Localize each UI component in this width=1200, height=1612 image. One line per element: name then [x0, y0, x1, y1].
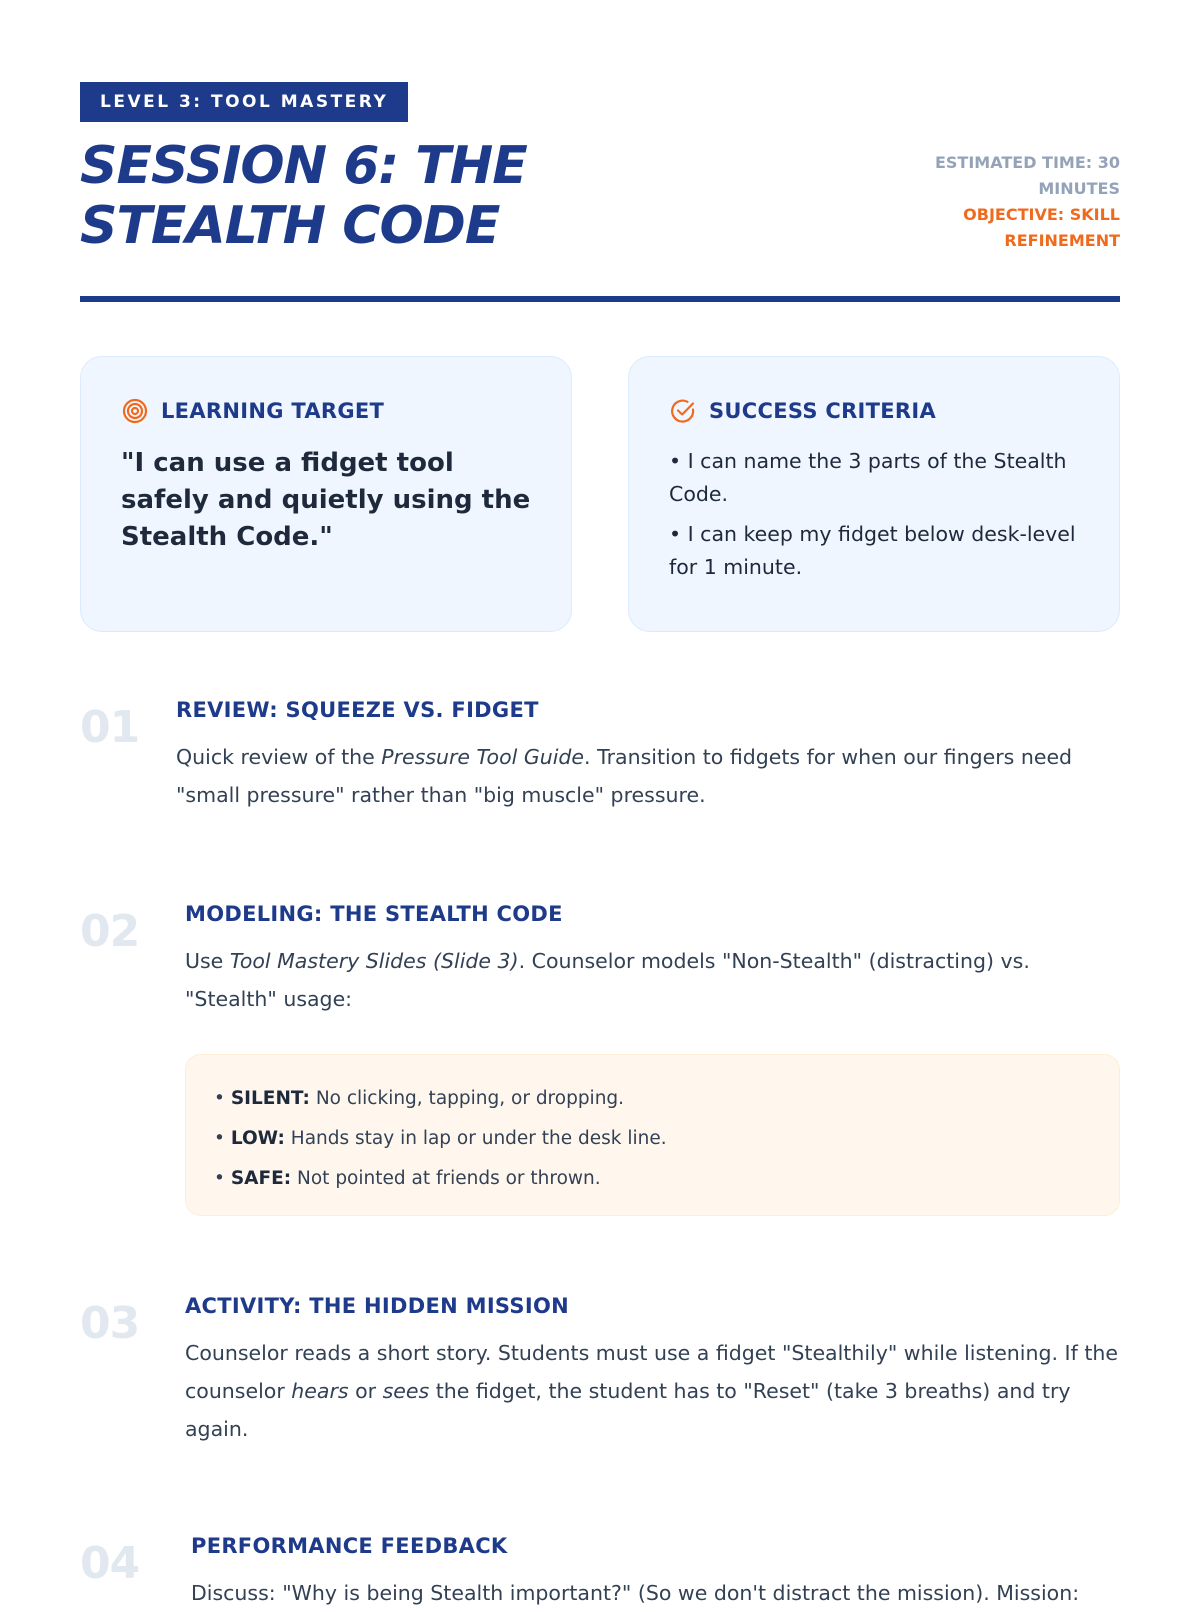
objective: OBJECTIVE: SKILL REFINEMENT — [963, 205, 1120, 250]
success-criteria-header — [669, 397, 1079, 425]
section-number: 03 — [80, 1298, 140, 1349]
check-circle-icon — [669, 397, 697, 425]
stealth-rule-safe: • SAFE: Not pointed at friends or thrown. — [214, 1168, 601, 1189]
section-title: ACTIVITY: THE HIDDEN MISSION — [185, 1294, 569, 1318]
section-text: Counselor reads a short story. Students must use a fidget "Stealthily" while listening. If the counselor hears or sees the fidget, the student has to "Reset" (take 3 breaths) and try again. — [185, 1341, 1118, 1441]
stealth-rules-list — [214, 1079, 1091, 1199]
lesson-page — [80, 0, 1120, 1605]
target-icon — [121, 397, 149, 425]
success-criteria-title: SUCCESS CRITERIA — [709, 399, 937, 423]
section-title: PERFORMANCE FEEDBACK — [191, 1534, 508, 1558]
page-title: SESSION 6: THE STEALTH CODE — [80, 136, 527, 256]
section-body — [185, 1294, 1120, 1448]
section-text: Quick review of the Pressure Tool Guide. Transition to fidgets for when our fingers need "small pressure" rather than "big muscle" pressure. — [176, 745, 1073, 807]
stealth-rule-silent: • SILENT: No clicking, tapping, or dropping. — [214, 1088, 625, 1109]
section-body — [185, 902, 1120, 1216]
session-meta — [880, 150, 1120, 254]
section-number: 04 — [80, 1538, 140, 1589]
success-criteria-list — [669, 445, 1079, 584]
section-title: REVIEW: SQUEEZE VS. FIDGET — [176, 698, 539, 722]
learning-target-card — [80, 356, 572, 632]
stealth-code-callout — [185, 1054, 1120, 1216]
section-number: 01 — [80, 702, 140, 753]
section-title: MODELING: THE STEALTH CODE — [185, 902, 563, 926]
section-activity — [80, 1294, 1120, 1464]
learning-target-header — [121, 397, 531, 425]
section-body — [191, 1534, 1120, 1612]
learning-target-title: LEARNING TARGET — [161, 399, 385, 423]
pressure-tool-guide-reference: Pressure Tool Guide — [381, 745, 585, 769]
section-modeling — [80, 902, 1120, 1222]
section-feedback — [80, 1534, 1120, 1605]
learning-target-quote: "I can use a fidget tool safely and quietly using the Stealth Code." — [121, 448, 531, 552]
section-review — [80, 698, 1120, 828]
criteria-item: • I can keep my fidget below desk-level for 1 minute. — [669, 522, 1076, 579]
slides-reference: Tool Mastery Slides (Slide 3) — [229, 949, 519, 973]
level-badge: LEVEL 3: TOOL MASTERY — [80, 82, 408, 122]
stealth-rule-low: • LOW: Hands stay in lap or under the desk line. — [214, 1128, 667, 1149]
success-criteria-card — [628, 356, 1120, 632]
header-divider — [80, 296, 1120, 302]
section-number: 02 — [80, 906, 140, 957]
section-text: Discuss: "Why is being Stealth important?" (So we don't distract the mission). Mission: — [191, 1581, 1080, 1605]
estimated-time: ESTIMATED TIME: 30 MINUTES — [934, 153, 1120, 198]
criteria-item: • I can name the 3 parts of the Stealth Code. — [669, 449, 1067, 506]
section-body — [176, 698, 1120, 814]
section-text: Use Tool Mastery Slides (Slide 3). Counselor models "Non-Stealth" (distracting) vs. "Stealth" usage: — [185, 949, 1030, 1011]
